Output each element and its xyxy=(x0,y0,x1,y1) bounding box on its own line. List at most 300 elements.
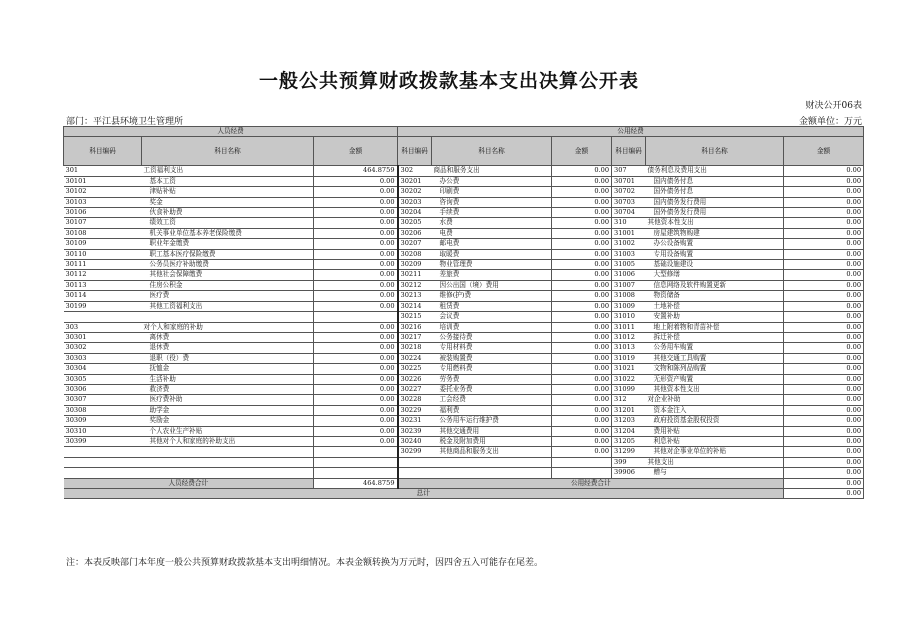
subject-code: 30399 xyxy=(64,436,142,446)
subject-amount: 0.00 xyxy=(552,384,612,394)
subject-code: 312 xyxy=(612,395,646,405)
subject-amount: 0.00 xyxy=(314,197,398,207)
subject-name: 专用材料费 xyxy=(432,343,552,353)
subject-code: 302 xyxy=(398,166,432,176)
subject-code xyxy=(64,312,142,322)
department-label: 部门：平江县环境卫生管理所 xyxy=(66,117,184,127)
subject-amount: 0.00 xyxy=(314,332,398,342)
subject-code: 30103 xyxy=(64,197,142,207)
subject-code xyxy=(398,457,432,467)
subject-amount: 0.00 xyxy=(552,426,612,436)
subject-name: 国内债务付息 xyxy=(646,176,784,186)
subject-amount: 0.00 xyxy=(314,208,398,218)
subject-code: 399 xyxy=(612,457,646,467)
subject-amount: 0.00 xyxy=(552,260,612,270)
subject-amount: 0.00 xyxy=(552,166,612,176)
subject-name: 土地补偿 xyxy=(646,301,784,311)
table-row xyxy=(64,270,864,280)
subject-amount: 0.00 xyxy=(552,249,612,259)
public-total-amount: 0.00 xyxy=(784,478,864,488)
subject-name xyxy=(142,312,314,322)
table-row xyxy=(64,405,864,415)
subject-code: 31021 xyxy=(612,364,646,374)
subject-amount: 0.00 xyxy=(552,239,612,249)
subject-code: 30704 xyxy=(612,208,646,218)
subject-name: 资本金注入 xyxy=(646,405,784,415)
col-name: 科目名称 xyxy=(432,137,552,166)
subject-amount: 0.00 xyxy=(784,312,864,322)
subject-name: 政府投资基金股权投资 xyxy=(646,416,784,426)
subject-code: 30217 xyxy=(398,332,432,342)
subject-amount: 0.00 xyxy=(784,166,864,176)
subject-name: 国外债务付息 xyxy=(646,187,784,197)
subject-amount: 0.00 xyxy=(784,468,864,478)
col-code: 科目编码 xyxy=(398,137,432,166)
subject-code: 30213 xyxy=(398,291,432,301)
subject-name: 抚恤金 xyxy=(142,364,314,374)
subject-amount: 0.00 xyxy=(784,249,864,259)
subject-name: 其他商品和服务支出 xyxy=(432,447,552,457)
subject-name: 津贴补贴 xyxy=(142,187,314,197)
table-row xyxy=(64,280,864,290)
subject-name: 地上附着物和青苗补偿 xyxy=(646,322,784,332)
subject-name: 公务用车购置 xyxy=(646,343,784,353)
subject-amount: 0.00 xyxy=(552,405,612,415)
subject-name: 其他资本性支出 xyxy=(646,218,784,228)
subject-amount: 0.00 xyxy=(314,301,398,311)
subject-amount: 0.00 xyxy=(314,384,398,394)
subject-name: 助学金 xyxy=(142,405,314,415)
subject-name: 个人农业生产补贴 xyxy=(142,426,314,436)
subject-code: 30301 xyxy=(64,332,142,342)
subject-code: 30225 xyxy=(398,364,432,374)
subject-amount: 0.00 xyxy=(314,416,398,426)
subject-code: 30240 xyxy=(398,436,432,446)
subject-code: 30226 xyxy=(398,374,432,384)
unit-label: 金额单位：万元 xyxy=(798,117,862,127)
subject-amount: 0.00 xyxy=(314,291,398,301)
table-row xyxy=(64,436,864,446)
subject-code: 31205 xyxy=(612,436,646,446)
subject-code: 30307 xyxy=(64,395,142,405)
subject-name xyxy=(142,447,314,457)
table-row xyxy=(64,468,864,478)
subject-name xyxy=(142,457,314,467)
subject-code: 30106 xyxy=(64,208,142,218)
subject-amount: 0.00 xyxy=(552,280,612,290)
subject-name: 奖励金 xyxy=(142,416,314,426)
table-row xyxy=(64,416,864,426)
subject-amount: 0.00 xyxy=(314,260,398,270)
subject-amount: 0.00 xyxy=(552,312,612,322)
col-code: 科目编码 xyxy=(612,137,646,166)
subject-code: 39906 xyxy=(612,468,646,478)
subject-amount: 0.00 xyxy=(784,343,864,353)
subject-code: 310 xyxy=(612,218,646,228)
subject-name: 基本工资 xyxy=(142,176,314,186)
subject-amount: 0.00 xyxy=(784,374,864,384)
col-amount: 金额 xyxy=(784,137,864,166)
subject-code: 30114 xyxy=(64,291,142,301)
subject-name: 差旅费 xyxy=(432,270,552,280)
subject-amount: 0.00 xyxy=(784,280,864,290)
subject-code: 31005 xyxy=(612,260,646,270)
subject-amount: 0.00 xyxy=(784,405,864,415)
subject-code xyxy=(64,457,142,467)
table-row xyxy=(64,166,864,176)
subject-amount xyxy=(314,457,398,467)
subject-code: 30703 xyxy=(612,197,646,207)
subject-name: 专用燃料费 xyxy=(432,364,552,374)
subject-amount: 0.00 xyxy=(314,176,398,186)
table-row xyxy=(64,249,864,259)
subject-code: 303 xyxy=(64,322,142,332)
grand-total-row xyxy=(64,489,864,499)
subject-code: 30205 xyxy=(398,218,432,228)
subject-name: 其他支出 xyxy=(646,457,784,467)
table-row xyxy=(64,447,864,457)
subject-amount: 0.00 xyxy=(314,322,398,332)
subject-amount: 0.00 xyxy=(784,426,864,436)
subject-code: 30207 xyxy=(398,239,432,249)
subject-code: 30701 xyxy=(612,176,646,186)
personnel-total-amount: 464.8759 xyxy=(314,478,398,488)
subject-code: 31007 xyxy=(612,280,646,290)
subject-code: 301 xyxy=(64,166,142,176)
subject-amount: 0.00 xyxy=(784,197,864,207)
subject-name: 无形资产购置 xyxy=(646,374,784,384)
col-name: 科目名称 xyxy=(646,137,784,166)
table-row xyxy=(64,312,864,322)
subject-name: 职工基本医疗保险缴费 xyxy=(142,249,314,259)
subject-amount: 0.00 xyxy=(784,322,864,332)
subject-amount: 0.00 xyxy=(784,208,864,218)
col-name: 科目名称 xyxy=(142,137,314,166)
subject-code: 30208 xyxy=(398,249,432,259)
subject-amount: 0.00 xyxy=(784,239,864,249)
grand-total-amount: 0.00 xyxy=(784,489,864,499)
subject-code: 31006 xyxy=(612,270,646,280)
table-row xyxy=(64,374,864,384)
subject-amount: 0.00 xyxy=(552,332,612,342)
subject-amount: 0.00 xyxy=(552,187,612,197)
subject-amount: 0.00 xyxy=(552,176,612,186)
subject-code: 30216 xyxy=(398,322,432,332)
subject-code: 30209 xyxy=(398,260,432,270)
subject-name: 大型修缮 xyxy=(646,270,784,280)
subject-code: 31011 xyxy=(612,322,646,332)
subject-amount: 464.8759 xyxy=(314,166,398,176)
subject-code: 30227 xyxy=(398,384,432,394)
subject-code: 30214 xyxy=(398,301,432,311)
grand-total-label: 总计 xyxy=(64,489,784,499)
table-row xyxy=(64,291,864,301)
subject-name: 公务员医疗补助缴费 xyxy=(142,260,314,270)
subject-amount: 0.00 xyxy=(552,291,612,301)
subject-name: 商品和服务支出 xyxy=(432,166,552,176)
subject-name: 印刷费 xyxy=(432,187,552,197)
subject-code: 30231 xyxy=(398,416,432,426)
subject-name: 取暖费 xyxy=(432,249,552,259)
subject-code: 30702 xyxy=(612,187,646,197)
subject-name: 其他工资福利支出 xyxy=(142,301,314,311)
subject-amount: 0.00 xyxy=(784,218,864,228)
subject-amount: 0.00 xyxy=(784,384,864,394)
subject-name: 其他资本性支出 xyxy=(646,384,784,394)
table-row xyxy=(64,384,864,394)
subject-name: 物资储备 xyxy=(646,291,784,301)
subject-name: 物业管理费 xyxy=(432,260,552,270)
subject-code: 31012 xyxy=(612,332,646,342)
subject-code xyxy=(398,468,432,478)
subject-code: 30199 xyxy=(64,301,142,311)
subject-amount: 0.00 xyxy=(552,270,612,280)
subject-amount: 0.00 xyxy=(314,218,398,228)
subject-amount: 0.00 xyxy=(314,187,398,197)
subject-code: 30215 xyxy=(398,312,432,322)
subject-code: 30108 xyxy=(64,228,142,238)
subject-name: 公务用车运行维护费 xyxy=(432,416,552,426)
subject-code: 31299 xyxy=(612,447,646,457)
subject-code: 30109 xyxy=(64,239,142,249)
table-row xyxy=(64,301,864,311)
subject-amount: 0.00 xyxy=(552,395,612,405)
subject-name: 离休费 xyxy=(142,332,314,342)
subject-amount xyxy=(314,312,398,322)
public-total-label: 公用经费合计 xyxy=(398,478,784,488)
subject-amount: 0.00 xyxy=(784,301,864,311)
subject-amount: 0.00 xyxy=(552,416,612,426)
subject-name: 退职（役）费 xyxy=(142,353,314,363)
personnel-header: 人员经费 xyxy=(64,127,398,137)
subject-code: 30110 xyxy=(64,249,142,259)
subject-name: 奖金 xyxy=(142,197,314,207)
subject-code: 30302 xyxy=(64,343,142,353)
subject-name: 绩效工资 xyxy=(142,218,314,228)
subject-code: 30113 xyxy=(64,280,142,290)
subject-name: 信息网络及软件购置更新 xyxy=(646,280,784,290)
subject-name: 机关事业单位基本养老保险缴费 xyxy=(142,228,314,238)
subject-name: 培训费 xyxy=(432,322,552,332)
subject-name: 其他对个人和家庭的补助支出 xyxy=(142,436,314,446)
subject-name: 委托业务费 xyxy=(432,384,552,394)
form-code: 财决公开06表 xyxy=(805,101,862,111)
subject-code: 30202 xyxy=(398,187,432,197)
subject-code: 30218 xyxy=(398,343,432,353)
subject-name xyxy=(432,468,552,478)
subject-name: 因公出国（境）费用 xyxy=(432,280,552,290)
subject-name: 办公费 xyxy=(432,176,552,186)
subject-name: 水费 xyxy=(432,218,552,228)
subject-amount: 0.00 xyxy=(784,416,864,426)
public-header: 公用经费 xyxy=(398,127,864,137)
table-row xyxy=(64,176,864,186)
subject-name: 办公设备购置 xyxy=(646,239,784,249)
subject-code: 31201 xyxy=(612,405,646,415)
expenditure-table xyxy=(63,126,864,499)
subject-amount: 0.00 xyxy=(784,291,864,301)
subject-code: 30201 xyxy=(398,176,432,186)
subject-amount: 0.00 xyxy=(552,353,612,363)
subject-name: 医疗费 xyxy=(142,291,314,301)
subject-name: 费用补贴 xyxy=(646,426,784,436)
subject-amount: 0.00 xyxy=(784,228,864,238)
subject-amount: 0.00 xyxy=(552,374,612,384)
table-row xyxy=(64,332,864,342)
subject-amount: 0.00 xyxy=(314,228,398,238)
personnel-total-label: 人员经费合计 xyxy=(64,478,314,488)
subject-amount: 0.00 xyxy=(784,332,864,342)
subject-name: 生活补助 xyxy=(142,374,314,384)
subject-code: 31002 xyxy=(612,239,646,249)
subject-code: 31203 xyxy=(612,416,646,426)
subject-name: 住房公积金 xyxy=(142,280,314,290)
subject-code: 31204 xyxy=(612,426,646,436)
subject-amount xyxy=(552,457,612,467)
subject-name: 其他交通工具购置 xyxy=(646,353,784,363)
table-row xyxy=(64,187,864,197)
subject-name: 维修(护)费 xyxy=(432,291,552,301)
subject-name xyxy=(432,457,552,467)
subject-name: 租赁费 xyxy=(432,301,552,311)
subject-amount: 0.00 xyxy=(552,436,612,446)
subject-name: 房屋建筑物购建 xyxy=(646,228,784,238)
subject-name: 债务利息及费用支出 xyxy=(646,166,784,176)
subject-amount: 0.00 xyxy=(552,322,612,332)
table-row xyxy=(64,426,864,436)
subject-name: 公务接待费 xyxy=(432,332,552,342)
subject-name: 会议费 xyxy=(432,312,552,322)
subject-code: 31099 xyxy=(612,384,646,394)
subject-code: 30224 xyxy=(398,353,432,363)
subject-name: 咨询费 xyxy=(432,197,552,207)
subject-code: 31003 xyxy=(612,249,646,259)
subject-amount: 0.00 xyxy=(552,218,612,228)
subject-code: 30303 xyxy=(64,353,142,363)
subject-name xyxy=(142,468,314,478)
subject-amount: 0.00 xyxy=(784,176,864,186)
subject-name: 退休费 xyxy=(142,343,314,353)
subject-code: 31010 xyxy=(612,312,646,322)
subject-amount: 0.00 xyxy=(314,374,398,384)
subject-name: 利息补贴 xyxy=(646,436,784,446)
subject-code: 31009 xyxy=(612,301,646,311)
table-row xyxy=(64,343,864,353)
subject-code: 30239 xyxy=(398,426,432,436)
subject-amount: 0.00 xyxy=(314,426,398,436)
subject-name: 专用设备购置 xyxy=(646,249,784,259)
subject-name: 拆迁补偿 xyxy=(646,332,784,342)
footnote: 注：本表反映部门本年度一般公共预算财政拨款基本支出明细情况。本表金额转换为万元时，因四舍五入可能存在尾差。 xyxy=(66,558,544,568)
subject-code: 30112 xyxy=(64,270,142,280)
table-row xyxy=(64,239,864,249)
subject-code: 30229 xyxy=(398,405,432,415)
subject-name: 手续费 xyxy=(432,208,552,218)
subject-code: 30111 xyxy=(64,260,142,270)
table-row xyxy=(64,353,864,363)
subject-name: 医疗费补助 xyxy=(142,395,314,405)
subject-name: 被装购置费 xyxy=(432,353,552,363)
subject-name: 伙食补助费 xyxy=(142,208,314,218)
subject-code: 30206 xyxy=(398,228,432,238)
subject-amount xyxy=(314,447,398,457)
subject-amount xyxy=(314,468,398,478)
subject-code: 30102 xyxy=(64,187,142,197)
col-code: 科目编码 xyxy=(64,137,142,166)
subject-amount: 0.00 xyxy=(314,343,398,353)
table-row xyxy=(64,228,864,238)
subject-amount: 0.00 xyxy=(314,364,398,374)
table-row xyxy=(64,322,864,332)
subject-code: 30299 xyxy=(398,447,432,457)
table-row xyxy=(64,197,864,207)
subject-code: 30228 xyxy=(398,395,432,405)
subject-code: 31001 xyxy=(612,228,646,238)
table-row xyxy=(64,395,864,405)
table-row xyxy=(64,208,864,218)
subject-amount: 0.00 xyxy=(784,187,864,197)
subject-amount: 0.00 xyxy=(784,395,864,405)
subject-amount: 0.00 xyxy=(784,353,864,363)
subject-amount: 0.00 xyxy=(314,239,398,249)
table-row xyxy=(64,260,864,270)
col-amount: 金额 xyxy=(314,137,398,166)
subject-amount: 0.00 xyxy=(784,270,864,280)
subject-name: 赠与 xyxy=(646,468,784,478)
subject-amount: 0.00 xyxy=(784,457,864,467)
page-title: 一般公共预算财政拨款基本支出决算公开表 xyxy=(258,70,639,92)
subject-name: 其他交通费用 xyxy=(432,426,552,436)
subject-name: 电费 xyxy=(432,228,552,238)
subject-name: 对企业补助 xyxy=(646,395,784,405)
subject-name: 国内债务发行费用 xyxy=(646,197,784,207)
subject-amount: 0.00 xyxy=(314,353,398,363)
subject-amount: 0.00 xyxy=(314,395,398,405)
subject-amount: 0.00 xyxy=(314,270,398,280)
subject-code: 31022 xyxy=(612,374,646,384)
subject-code: 30304 xyxy=(64,364,142,374)
subject-amount xyxy=(552,468,612,478)
subject-name: 文物和陈列品购置 xyxy=(646,364,784,374)
table-row xyxy=(64,457,864,467)
subject-amount: 0.00 xyxy=(784,436,864,446)
subject-code: 30204 xyxy=(398,208,432,218)
subject-code: 30306 xyxy=(64,384,142,394)
subject-name: 国外债务发行费用 xyxy=(646,208,784,218)
subject-code xyxy=(64,468,142,478)
subject-amount: 0.00 xyxy=(314,249,398,259)
subject-code: 31008 xyxy=(612,291,646,301)
subject-amount: 0.00 xyxy=(552,301,612,311)
subject-code: 31019 xyxy=(612,353,646,363)
subject-amount: 0.00 xyxy=(784,364,864,374)
subject-amount: 0.00 xyxy=(784,447,864,457)
subject-name: 工会经费 xyxy=(432,395,552,405)
subject-name: 劳务费 xyxy=(432,374,552,384)
subject-code: 31013 xyxy=(612,343,646,353)
subject-name: 工资福利支出 xyxy=(142,166,314,176)
subtotal-row xyxy=(64,478,864,488)
subject-name: 基础设施建设 xyxy=(646,260,784,270)
table-row xyxy=(64,218,864,228)
subject-code: 30107 xyxy=(64,218,142,228)
subject-amount: 0.00 xyxy=(314,436,398,446)
subject-name: 安置补助 xyxy=(646,312,784,322)
subject-name: 对个人和家庭的补助 xyxy=(142,322,314,332)
subject-code: 30211 xyxy=(398,270,432,280)
subject-amount: 0.00 xyxy=(552,228,612,238)
subject-name: 税金及附加费用 xyxy=(432,436,552,446)
